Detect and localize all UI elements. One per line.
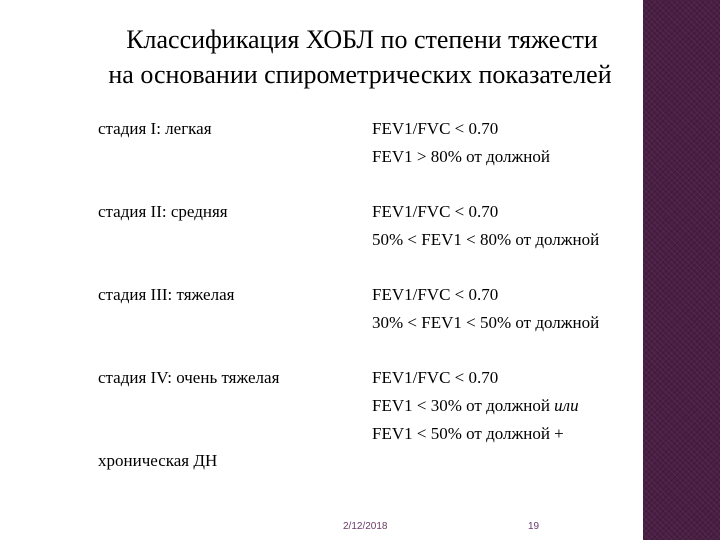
stage-3-criteria: [372, 281, 599, 337]
stage-1-label: стадия I: легкая: [98, 119, 212, 138]
stage-1-criteria-line-1: FEV1/FVC < 0.70: [372, 119, 499, 138]
stage-1-criteria: [372, 115, 550, 171]
stage-4-label-continued: хроническая ДН: [98, 451, 218, 470]
slide-page-number: 19: [528, 521, 540, 532]
stage-4-criteria-line-2-text: FEV1 < 30% от должной: [372, 396, 555, 415]
title-line-1: Классификация ХОБЛ по степени тяжести: [126, 25, 598, 54]
stage-3-criteria-line-2: 30% < FEV1 < 50% от должной: [372, 313, 600, 332]
stage-4-criteria: [372, 364, 579, 448]
stage-4-label: стадия IV: очень тяжелая: [98, 368, 280, 387]
stage-4-criteria-line-1: FEV1/FVC < 0.70: [372, 368, 499, 387]
stage-2-criteria-line-1: FEV1/FVC < 0.70: [372, 202, 499, 221]
stage-1-criteria-line-2: FEV1 > 80% от должной: [372, 147, 550, 166]
slide-title: [0, 22, 720, 92]
stage-3-criteria-line-1: FEV1/FVC < 0.70: [372, 285, 499, 304]
stage-3-label: стадия III: тяжелая: [98, 285, 235, 304]
slide-date: 2/12/2018: [343, 521, 388, 532]
stage-2-criteria-line-2: 50% < FEV1 < 80% от должной: [372, 230, 600, 249]
stage-2-criteria: [372, 198, 599, 254]
stage-4-criteria-line-2: [372, 392, 579, 420]
stage-4-criteria-or: или: [554, 396, 579, 415]
stage-2-label: стадия II: средняя: [98, 202, 228, 221]
title-line-2: на основании спирометрических показателей: [108, 60, 612, 89]
stage-4-criteria-line-3: FEV1 < 50% от должной +: [372, 424, 564, 443]
